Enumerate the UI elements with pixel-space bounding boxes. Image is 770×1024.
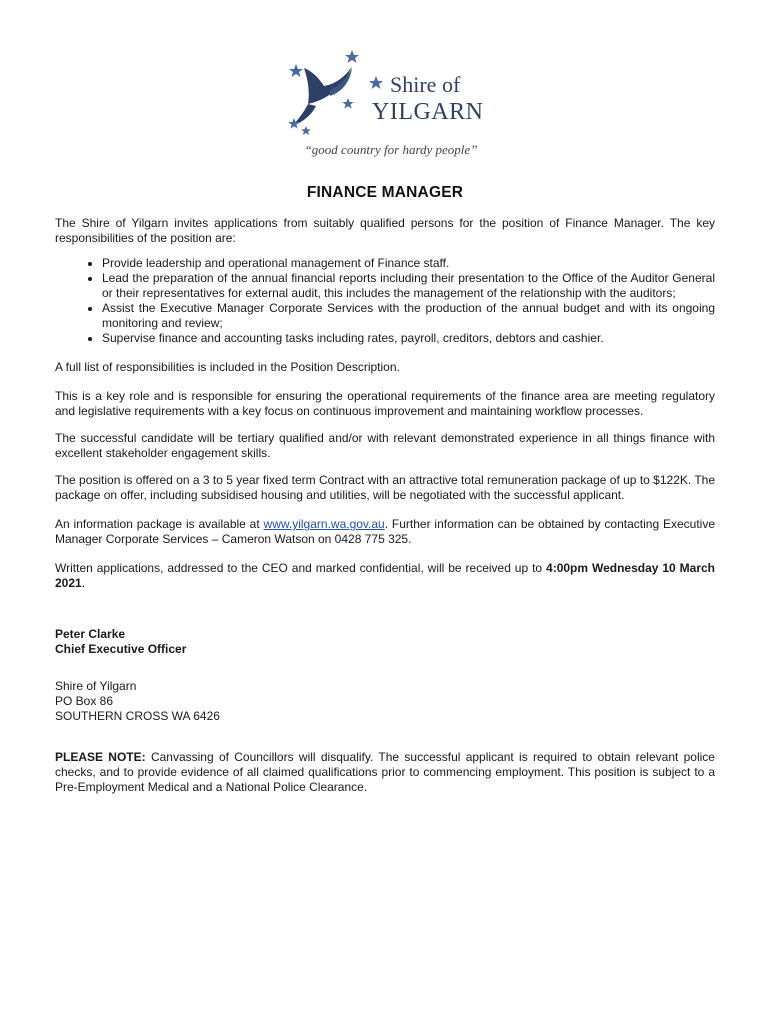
signatory-name: Peter Clarke (55, 627, 126, 641)
website-link[interactable]: www.yilgarn.wa.gov.au (263, 517, 385, 531)
star-icon (289, 64, 303, 77)
key-role-paragraph: This is a key role and is responsible for ensuring the operational requirements of the finance area are meeting regulatory and legislative requirements with a key focus on continuous improvement and maintaining workflow processes. (55, 389, 715, 418)
list-item: • Assist the Executive Manager Corporate Services with the production of the annual budget and with its ongoing monitoring and review; (102, 301, 715, 331)
note-label: PLEASE NOTE: (55, 750, 146, 764)
note-text: Canvassing of Councillors will disqualify. The successful applicant is required to obtain relevant police checks, and to provide evidence of all claimed qualifications prior to commencing employment. This position is subject to a Pre-Employment Medical and a National Police Clearance. (55, 750, 715, 794)
emblem-icon (286, 46, 386, 142)
star-icon (342, 98, 354, 109)
shire-logo (286, 46, 506, 166)
applications-paragraph (55, 561, 715, 591)
deadline: 4:00pm Wednesday 10 March 2021 (55, 561, 715, 590)
responsibilities-list (55, 256, 715, 346)
star-icon (369, 76, 383, 89)
list-item: • Lead the preparation of the annual financial reports including their presentation to the Office of the Auditor General or their representatives for external audit, this includes the management of the relationship with the auditors; (102, 271, 715, 301)
intro-paragraph: The Shire of Yilgarn invites applications from suitably qualified persons for the position of Finance Manager. The key responsibilities of the position are: (55, 216, 715, 245)
logo-tagline: “good country for hardy people” (304, 142, 478, 157)
logo-name-line2: YILGARN (372, 99, 484, 125)
address-line: Shire of Yilgarn (55, 679, 137, 693)
info-paragraph (55, 517, 715, 547)
document-body (55, 216, 715, 795)
signature-block (55, 627, 715, 657)
logo-name-line1: Shire of (390, 72, 461, 97)
offer-paragraph: The position is offered on a 3 to 5 year fixed term Contract with an attractive total remuneration package of up to $122K. The package on offer, including subsidised housing and utilities, will be negotiated with the successful applicant. (55, 473, 715, 502)
list-item: • Supervise finance and accounting tasks including rates, payroll, creditors, debtors and cashier. (102, 331, 715, 346)
applications-text: Written applications, addressed to the CEO and marked confidential, will be received up to (55, 561, 547, 575)
list-item: • Provide leadership and operational management of Finance staff. (102, 256, 715, 271)
address-block (55, 679, 715, 724)
note-paragraph (55, 750, 715, 795)
info-text-before: An information package is available at (55, 517, 264, 531)
info-text-after: . Further information can be obtained by contacting Executive Manager Corporate Services – Cameron Watson on 0428 775 325. (55, 517, 716, 546)
full-list-paragraph: A full list of responsibilities is included in the Position Description. (55, 360, 400, 374)
address-line: PO Box 86 (55, 694, 114, 708)
address-line: SOUTHERN CROSS WA 6426 (55, 709, 220, 723)
star-icon (301, 126, 311, 135)
candidate-paragraph: The successful candidate will be tertiary qualified and/or with relevant demonstrated experience in all things finance with excellent stakeholder engagement skills. (55, 431, 715, 460)
star-icon (345, 50, 359, 63)
applications-end: . (81, 576, 86, 590)
signatory-position: Chief Executive Officer (55, 642, 187, 656)
page-title: FINANCE MANAGER (306, 184, 464, 201)
